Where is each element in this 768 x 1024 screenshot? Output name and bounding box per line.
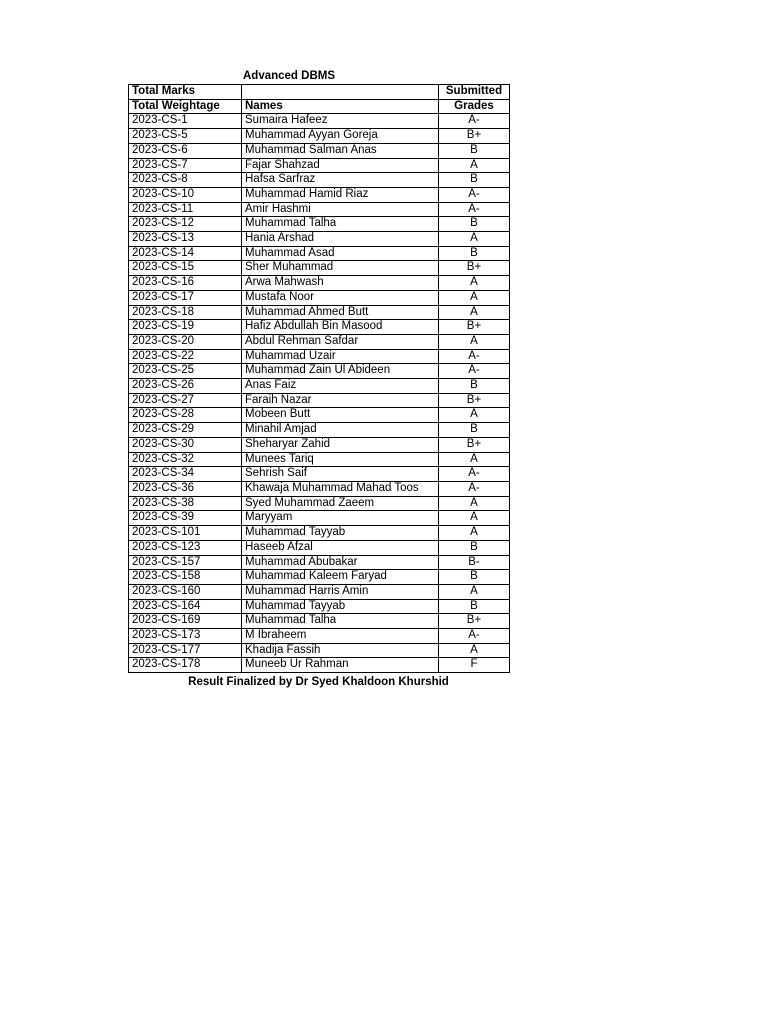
table-row: [129, 423, 510, 438]
table-row: [129, 379, 510, 394]
table-row: [129, 599, 510, 614]
roll-number-cell: 2023-CS-25: [129, 364, 242, 379]
student-name-cell: Muhammad Asad: [242, 246, 439, 261]
roll-number-cell: 2023-CS-13: [129, 232, 242, 247]
student-name-cell: Sehrish Saif: [242, 467, 439, 482]
student-name-cell: Muhammad Tayyab: [242, 526, 439, 541]
table-row: [129, 276, 510, 291]
grade-cell: A: [439, 452, 510, 467]
table-row: [129, 173, 510, 188]
grade-cell: F: [439, 658, 510, 673]
grade-cell: B+: [439, 129, 510, 144]
grade-cell: B+: [439, 437, 510, 452]
grade-cell: A: [439, 158, 510, 173]
roll-number-cell: 2023-CS-32: [129, 452, 242, 467]
student-name-cell: Khadija Fassih: [242, 643, 439, 658]
student-name-cell: Arwa Mahwash: [242, 276, 439, 291]
table-row: [129, 202, 510, 217]
roll-number-cell: 2023-CS-14: [129, 246, 242, 261]
roll-number-cell: 2023-CS-18: [129, 305, 242, 320]
grade-cell: B+: [439, 614, 510, 629]
grades-table: [128, 84, 510, 673]
header-total-weightage: Total Weightage: [129, 99, 242, 114]
grade-cell: B-: [439, 555, 510, 570]
roll-number-cell: 2023-CS-28: [129, 408, 242, 423]
student-name-cell: Muhammad Ayyan Goreja: [242, 129, 439, 144]
table-row: [129, 584, 510, 599]
roll-number-cell: 2023-CS-10: [129, 187, 242, 202]
student-name-cell: Amir Hashmi: [242, 202, 439, 217]
grade-cell: A: [439, 290, 510, 305]
student-name-cell: Sumaira Hafeez: [242, 114, 439, 129]
grade-cell: A: [439, 526, 510, 541]
roll-number-cell: 2023-CS-177: [129, 643, 242, 658]
table-row: [129, 349, 510, 364]
table-row: [129, 290, 510, 305]
table-row: [129, 232, 510, 247]
grade-cell: A-: [439, 114, 510, 129]
grade-cell: B: [439, 173, 510, 188]
table-row: [129, 437, 510, 452]
student-name-cell: Haseeb Afzal: [242, 540, 439, 555]
grades-table-body: [129, 85, 510, 673]
grade-cell: A-: [439, 481, 510, 496]
table-row: [129, 129, 510, 144]
table-row: [129, 496, 510, 511]
table-row: [129, 305, 510, 320]
roll-number-cell: 2023-CS-39: [129, 511, 242, 526]
student-name-cell: Sheharyar Zahid: [242, 437, 439, 452]
roll-number-cell: 2023-CS-8: [129, 173, 242, 188]
student-name-cell: Muhammad Salman Anas: [242, 143, 439, 158]
student-name-cell: Hania Arshad: [242, 232, 439, 247]
table-row: [129, 187, 510, 202]
roll-number-cell: 2023-CS-157: [129, 555, 242, 570]
student-name-cell: Syed Muhammad Zaeem: [242, 496, 439, 511]
table-row: [129, 511, 510, 526]
student-name-cell: Muhammad Abubakar: [242, 555, 439, 570]
table-row: [129, 158, 510, 173]
roll-number-cell: 2023-CS-20: [129, 334, 242, 349]
roll-number-cell: 2023-CS-123: [129, 540, 242, 555]
table-row: [129, 393, 510, 408]
student-name-cell: Muhammad Uzair: [242, 349, 439, 364]
grade-cell: A-: [439, 349, 510, 364]
grade-cell: B: [439, 217, 510, 232]
student-name-cell: Minahil Amjad: [242, 423, 439, 438]
result-finalized-note: Result Finalized by Dr Syed Khaldoon Khurshid: [188, 676, 449, 688]
table-row: [129, 526, 510, 541]
roll-number-cell: 2023-CS-11: [129, 202, 242, 217]
table-row: [129, 555, 510, 570]
student-name-cell: Fajar Shahzad: [242, 158, 439, 173]
roll-number-cell: 2023-CS-22: [129, 349, 242, 364]
grade-cell: A-: [439, 187, 510, 202]
table-row: [129, 334, 510, 349]
table-row: [129, 481, 510, 496]
grade-cell: A: [439, 511, 510, 526]
grade-cell: A-: [439, 364, 510, 379]
grade-cell: A-: [439, 202, 510, 217]
roll-number-cell: 2023-CS-164: [129, 599, 242, 614]
student-name-cell: Hafiz Abdullah Bin Masood: [242, 320, 439, 335]
student-name-cell: Sher Muhammad: [242, 261, 439, 276]
grade-cell: B: [439, 570, 510, 585]
student-name-cell: Mobeen Butt: [242, 408, 439, 423]
roll-number-cell: 2023-CS-173: [129, 629, 242, 644]
roll-number-cell: 2023-CS-12: [129, 217, 242, 232]
table-row: [129, 452, 510, 467]
table-row: [129, 658, 510, 673]
roll-number-cell: 2023-CS-158: [129, 570, 242, 585]
table-row: [129, 408, 510, 423]
grade-cell: B+: [439, 261, 510, 276]
table-row: [129, 540, 510, 555]
grade-cell: A: [439, 305, 510, 320]
grade-cell: A: [439, 276, 510, 291]
table-row: [129, 261, 510, 276]
student-name-cell: Muhammad Zain Ul Abideen: [242, 364, 439, 379]
roll-number-cell: 2023-CS-30: [129, 437, 242, 452]
student-name-cell: Hafsa Sarfraz: [242, 173, 439, 188]
table-row: [129, 643, 510, 658]
student-name-cell: Muhammad Harris Amin: [242, 584, 439, 599]
roll-number-cell: 2023-CS-7: [129, 158, 242, 173]
student-name-cell: Muhammad Ahmed Butt: [242, 305, 439, 320]
grade-cell: A: [439, 334, 510, 349]
table-row: [129, 614, 510, 629]
student-name-cell: Munees Tariq: [242, 452, 439, 467]
header-submitted: Submitted: [439, 85, 510, 100]
roll-number-cell: 2023-CS-26: [129, 379, 242, 394]
table-row: [129, 629, 510, 644]
student-name-cell: Muhammad Talha: [242, 614, 439, 629]
grade-cell: A: [439, 584, 510, 599]
roll-number-cell: 2023-CS-101: [129, 526, 242, 541]
student-name-cell: Abdul Rehman Safdar: [242, 334, 439, 349]
grade-cell: B: [439, 599, 510, 614]
student-name-cell: Muhammad Hamid Riaz: [242, 187, 439, 202]
document-title: Advanced DBMS: [243, 70, 336, 82]
student-name-cell: Khawaja Muhammad Mahad Toos: [242, 481, 439, 496]
header-row-weightage: [129, 99, 510, 114]
student-name-cell: Muhammad Tayyab: [242, 599, 439, 614]
roll-number-cell: 2023-CS-6: [129, 143, 242, 158]
header-names: Names: [242, 99, 439, 114]
roll-number-cell: 2023-CS-38: [129, 496, 242, 511]
header-blank: [242, 85, 439, 100]
table-row: [129, 246, 510, 261]
roll-number-cell: 2023-CS-19: [129, 320, 242, 335]
grade-cell: A: [439, 232, 510, 247]
grade-cell: B: [439, 423, 510, 438]
roll-number-cell: 2023-CS-1: [129, 114, 242, 129]
grade-cell: B: [439, 143, 510, 158]
roll-number-cell: 2023-CS-29: [129, 423, 242, 438]
student-name-cell: Muhammad Kaleem Faryad: [242, 570, 439, 585]
roll-number-cell: 2023-CS-36: [129, 481, 242, 496]
roll-number-cell: 2023-CS-15: [129, 261, 242, 276]
table-row: [129, 570, 510, 585]
student-name-cell: Muneeb Ur Rahman: [242, 658, 439, 673]
grade-cell: A: [439, 643, 510, 658]
grade-cell: B: [439, 246, 510, 261]
student-name-cell: Faraih Nazar: [242, 393, 439, 408]
roll-number-cell: 2023-CS-17: [129, 290, 242, 305]
header-total-marks: Total Marks: [129, 85, 242, 100]
table-row: [129, 320, 510, 335]
student-name-cell: M Ibraheem: [242, 629, 439, 644]
roll-number-cell: 2023-CS-5: [129, 129, 242, 144]
student-name-cell: Muhammad Talha: [242, 217, 439, 232]
roll-number-cell: 2023-CS-160: [129, 584, 242, 599]
grade-cell: A: [439, 408, 510, 423]
table-row: [129, 467, 510, 482]
roll-number-cell: 2023-CS-178: [129, 658, 242, 673]
grade-cell: B+: [439, 320, 510, 335]
table-row: [129, 143, 510, 158]
grade-cell: B: [439, 379, 510, 394]
table-row: [129, 364, 510, 379]
roll-number-cell: 2023-CS-27: [129, 393, 242, 408]
roll-number-cell: 2023-CS-34: [129, 467, 242, 482]
roll-number-cell: 2023-CS-169: [129, 614, 242, 629]
header-row-total-marks: [129, 85, 510, 100]
roll-number-cell: 2023-CS-16: [129, 276, 242, 291]
header-grades: Grades: [439, 99, 510, 114]
grade-cell: B+: [439, 393, 510, 408]
table-row: [129, 114, 510, 129]
student-name-cell: Mustafa Noor: [242, 290, 439, 305]
student-name-cell: Anas Faiz: [242, 379, 439, 394]
grade-cell: A: [439, 496, 510, 511]
student-name-cell: Maryyam: [242, 511, 439, 526]
grade-cell: A-: [439, 467, 510, 482]
grade-cell: B: [439, 540, 510, 555]
grade-cell: A-: [439, 629, 510, 644]
table-row: [129, 217, 510, 232]
